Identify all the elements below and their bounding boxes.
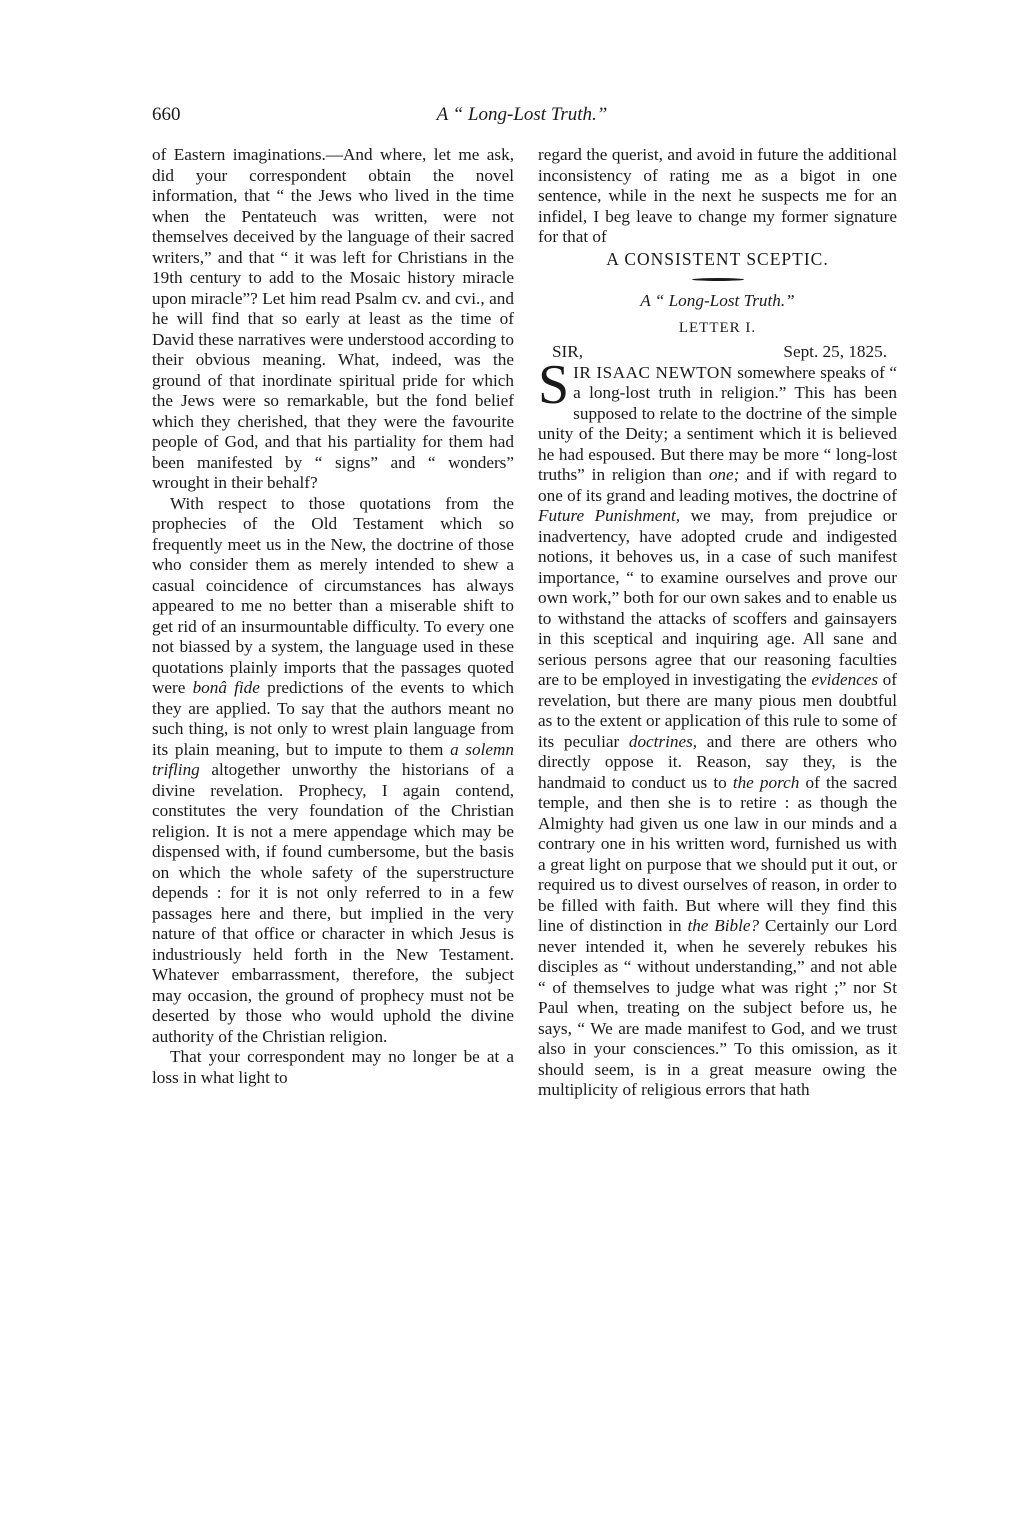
lead-caps: IR ISAAC NEWTON [573, 362, 733, 382]
right-column [538, 145, 897, 1101]
salutation-line [538, 342, 897, 363]
text-run: altogether unworthy the historians of a divine revelation. Prophecy, I again contend, constitutes the very foundation of the Christian religion. It is not a mere appendage which may be dispensed with, if found cumbersome, but the basis on which the whole safety of the superstructure depends : for it is not only referred to in a few passages here and there, but implied in the very nature of that office or character in which Jesus is industriously held forth in the New Testament. Whatever embarrassment, therefore, the subject may occasion, the ground of prophecy must not be deserted by those who would uphold the divine authority of the Christian religion. [152, 760, 514, 1046]
left-paragraph-2 [152, 494, 514, 1048]
section-divider [692, 278, 744, 281]
text-run: Certainly our Lord never intended it, when he severely rebukes his disciples as “ without understanding,” and not able “ of themselves to judge what was right ;” nor St Paul when, treating on the subject before us, he says, “ We are made manifest to God, and we trust also in your consciences.” To this omission, as it should seem, is in a great measure owing the multiplicity of religious errors that hath [538, 916, 897, 1099]
left-paragraph-1: of Eastern imaginations.—And where, let me ask, did your correspondent obtain the novel information, that “ the Jews who lived in the time when the Pentateuch was written, were not themselves deceived by the language of their sacred writers,” and that “ it was left for Christians in the 19th century to add to the Mosaic history miracle upon miracle”? Let him read Psalm cv. and cvi., and he will find that so early at least as the time of David these narratives were understood according to their obvious meaning. What, indeed, was the ground of that inordinate spiritual pride for which the Jews were so remarkable, but the fond belief which they cherished, that they were the favourite people of God, and that his partiality for them had been manifested by “ signs” and “ wonders” wrought in their behalf? [152, 145, 514, 492]
letter-body [538, 353, 898, 1101]
italic-run: evidences [811, 670, 879, 689]
text-run: we may, from prejudice or inadvertency, have adopted crude and indigested notions, it behoves us, in a case of such manifest importance, “ to examine ourselves and prove our own work,” both for our own sakes and to enable us to withstand the attacks of scoffers and gainsayers in this sceptical and inquiring age. All sane and serious persons agree that our reasoning faculties are to be employed in investigating the [538, 506, 898, 689]
left-column [152, 145, 514, 1088]
running-title: A “ Long-Lost Truth.” [436, 104, 608, 125]
left-paragraph-3: That your correspondent may no longer be at a loss in what light to [152, 1047, 514, 1087]
text-run: of revelation, but there are many pious men doubtful as to the extent or application of this rule to some of its peculiar [538, 670, 897, 751]
italic-run: Future Punishment, [538, 506, 681, 525]
italic-run: one; [708, 465, 740, 484]
text-run: of the sacred temple, and then she is to retire : as though the Almighty had given us one law in our minds and a contrary one in his written word, furnished us with a great light on purpose that we should put it out, or required us to divest ourselves of reason, in order to be filled with faith. But where will they find this line of distinction in [538, 772, 897, 935]
page-header [152, 104, 892, 134]
signature: A CONSISTENT SCEPTIC. [606, 248, 829, 269]
page-number: 660 [152, 104, 181, 125]
italic-run: the porch [732, 772, 800, 792]
text-run: and there are others who directly oppose it. Reason, say they, is the handmaid to conduct us to [538, 731, 897, 792]
text-run: and if with regard to one of its grand and leading motives, the doctrine of [538, 465, 897, 505]
letter-number: LETTER I. [678, 319, 757, 336]
text-run: somewhere speaks of “ a long-lost truth in religion.” This has been supposed to relate to the doctrine of the simple unity of the Deity; a sentiment which it is believed he had espoused. But there may be more “ long-lost truths” in religion than [538, 362, 897, 484]
italic-run: doctrines, [628, 731, 698, 751]
text-run: predictions of the events to which they are applied. To say that the authors meant no such thing, is not only to wrest plain language from its plain meaning, but to impute to them [152, 678, 514, 759]
text-run: With respect to those quotations from the prophecies of the Old Testament which so frequently meet us in the New, the doctrine of those who consider them as merely intended to shew a casual coincidence of circumstances has always appeared to me no better than a miserable shift to get rid of an insurmountable difficulty. To every one not biassed by a system, the language used in these quotations plainly imports that the passages quoted were [152, 493, 514, 697]
article-title: A “ Long-Lost Truth.” [640, 291, 795, 310]
letter-date: Sept. 25, 1825. [783, 342, 887, 361]
italic-run: bonâ fide [192, 678, 260, 697]
italic-run: a solemn trifling [152, 739, 514, 779]
italic-run: the Bible? [687, 916, 760, 935]
drop-cap: S [538, 353, 570, 416]
right-paragraph-1: regard the querist, and avoid in future the additional inconsistency of rating me as a bigot in one sentence, while in the next he suspects me for an infidel, I beg leave to change my former signature for that of [538, 145, 897, 246]
salutation: SIR, [552, 342, 584, 361]
